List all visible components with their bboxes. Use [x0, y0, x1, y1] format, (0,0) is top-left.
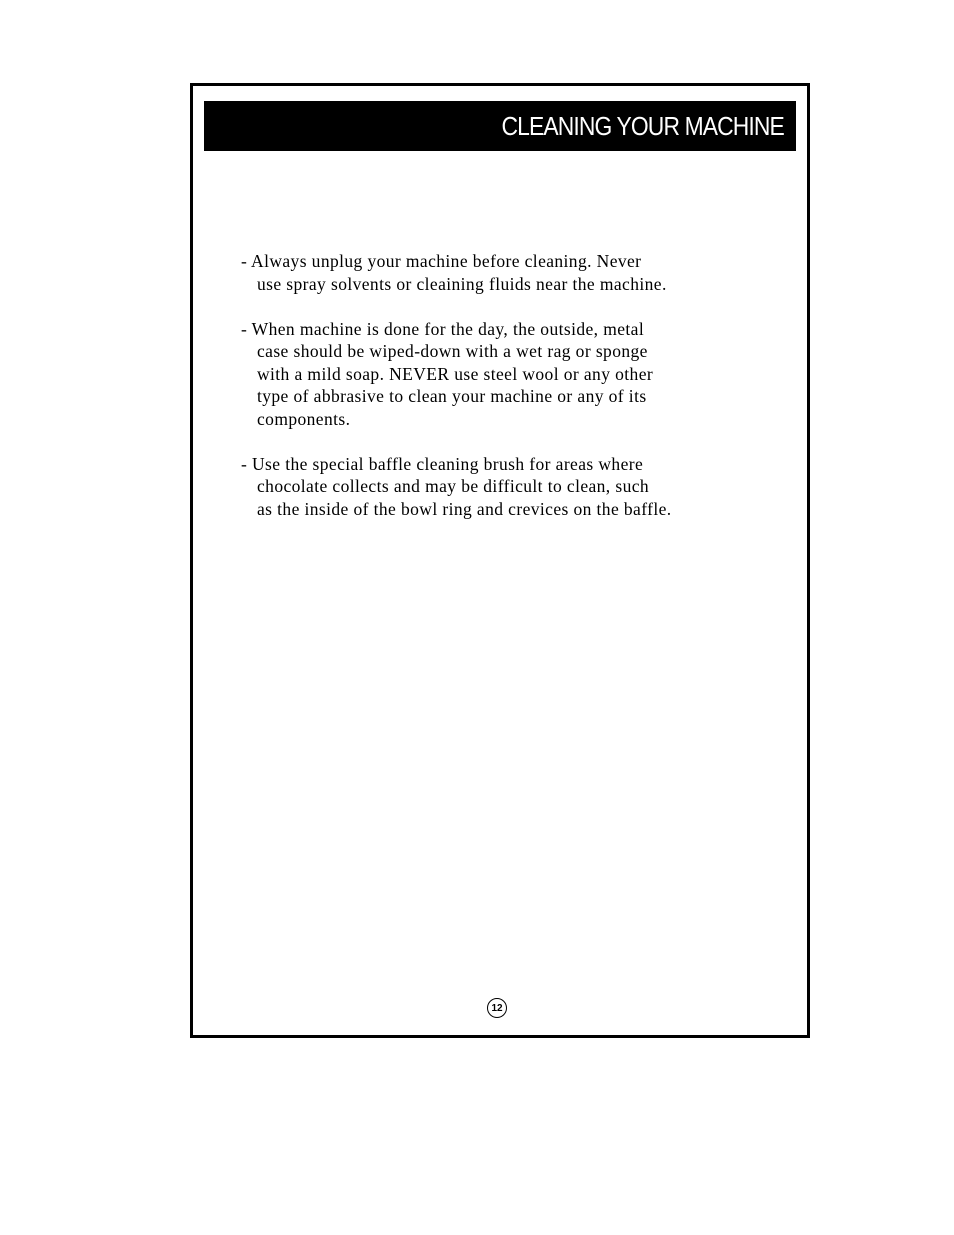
instruction-line: - Use the special baffle cleaning brush for areas where [241, 453, 644, 474]
instruction-item [241, 318, 801, 431]
instruction-line: - When machine is done for the day, the outside, metal [241, 318, 645, 339]
instruction-line: as the inside of the bowl ring and crevices on the baffle. [257, 498, 672, 519]
instruction-line: type of abbrasive to clean your machine or any of its [257, 386, 647, 406]
instruction-item [241, 453, 801, 521]
instruction-item [241, 250, 801, 295]
cleaning-instructions [241, 250, 801, 543]
page-number: 12 [491, 1002, 503, 1014]
instruction-line: use spray solvents or cleaining fluids near the machine. [257, 273, 667, 294]
instruction-line: components. [257, 408, 351, 429]
section-title-bar [204, 101, 796, 151]
instruction-line: - Always unplug your machine before cleaning. Never [241, 251, 642, 271]
page-frame [190, 83, 810, 1038]
instruction-line: with a mild soap. NEVER use steel wool or any other [257, 363, 654, 384]
section-title: CLEANING YOUR MACHINE [501, 110, 784, 141]
instruction-line: case should be wiped-down with a wet rag or sponge [257, 341, 648, 361]
page-number-badge [487, 998, 507, 1018]
instruction-line: chocolate collects and may be difficult to clean, such [257, 476, 650, 496]
